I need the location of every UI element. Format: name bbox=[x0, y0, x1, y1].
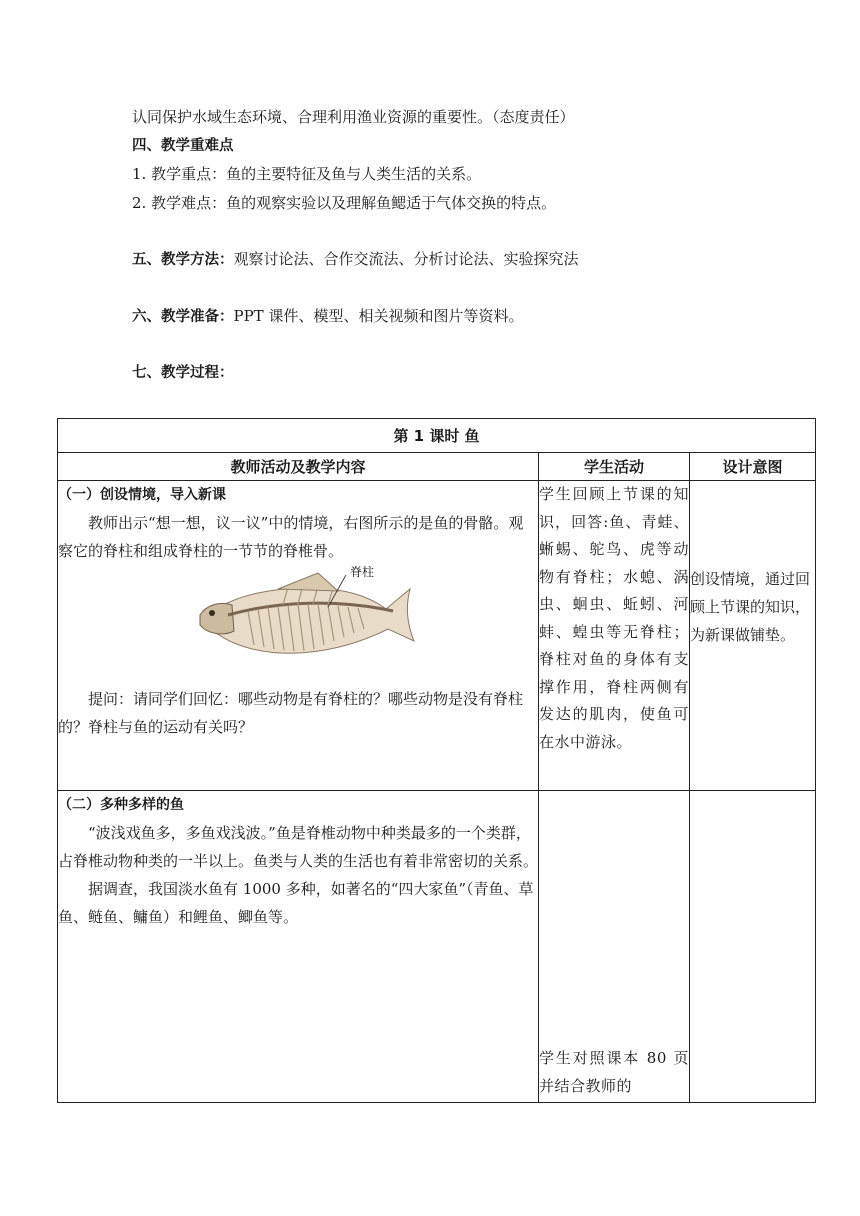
section-6-text: PPT 课件、模型、相关视频和图片等资料。 bbox=[233, 307, 524, 325]
table-title: 第 1 课时 鱼 bbox=[58, 419, 816, 453]
row1-student-cell: 学生回顾上节课的知识，回答:鱼、青蛙、蜥蜴、鸵鸟、虎等动物有脊柱；水螅、涡虫、蛔虫、蚯蚓、河蚌、蝗虫等无脊柱；脊柱对鱼的身体有支撑作用，脊柱两侧有发达的肌肉，使鱼可在水中游泳。 bbox=[539, 481, 690, 791]
row2-paragraph-2: 据调查，我国淡水鱼有 1000 多种，如著名的“四大家鱼”（青鱼、草鱼、鲢鱼、鳙鱼）和鲤鱼、鲫鱼等。 bbox=[58, 880, 534, 926]
fish-skeleton-figure bbox=[58, 565, 538, 685]
row1-teacher-cell bbox=[58, 481, 539, 791]
row2-paragraph-1: “波浅戏鱼多，多鱼戏浅波。”鱼是脊椎动物中种类最多的一个类群，占脊椎动物种类的一半以上。鱼类与人类的生活也有着非常密切的关系。 bbox=[58, 824, 539, 870]
figure-label-spine: 脊柱 bbox=[350, 565, 375, 579]
row1-question: 提问：请同学们回忆：哪些动物是有脊柱的？哪些动物是没有脊柱的？脊柱与鱼的运动有关吗？ bbox=[58, 690, 524, 736]
key-point-line: 1. 教学重点：鱼的主要特征及鱼与人类生活的关系。 bbox=[132, 165, 482, 183]
intro-attitude-line: 认同保护水域生态环境、合理利用渔业资源的重要性。（态度责任） bbox=[132, 108, 575, 126]
header-design-intent: 设计意图 bbox=[690, 453, 816, 481]
section-5-line bbox=[132, 248, 579, 269]
header-student-activity: 学生活动 bbox=[539, 453, 690, 481]
section-6-line bbox=[132, 305, 523, 326]
row2-teacher-cell bbox=[58, 791, 539, 1103]
section-4-title: 四、教学重难点 bbox=[132, 138, 234, 154]
row1-paragraph: 教师出示“想一想，议一议”中的情境，右图所示的是鱼的骨骼。观察它的脊柱和组成脊柱的一节节的脊椎骨。 bbox=[58, 514, 524, 560]
row2-section-title: （二）多种多样的鱼 bbox=[58, 797, 184, 813]
row1-section-title: （一）创设情境，导入新课 bbox=[58, 487, 226, 503]
row1-intent-cell: 创设情境，通过回顾上节课的知识，为新课做铺垫。 bbox=[690, 481, 816, 791]
difficult-point-line: 2. 教学难点：鱼的观察实验以及理解鱼鳃适于气体交换的特点。 bbox=[132, 194, 557, 212]
section-5-text: 观察讨论法、合作交流法、分析讨论法、实验探究法 bbox=[233, 250, 579, 268]
row2-student-cell: 学生对照课本 80 页并结合教师的 bbox=[539, 791, 690, 1103]
section-7-title: 七、教学过程： bbox=[132, 365, 234, 381]
row2-intent-cell bbox=[690, 791, 816, 1103]
teaching-process-table bbox=[57, 418, 816, 1103]
section-5-label: 五、教学方法： bbox=[132, 252, 234, 268]
fish-skeleton-image bbox=[188, 565, 428, 665]
header-teacher-activity: 教师活动及教学内容 bbox=[58, 453, 539, 481]
section-6-label: 六、教学准备： bbox=[132, 309, 234, 325]
